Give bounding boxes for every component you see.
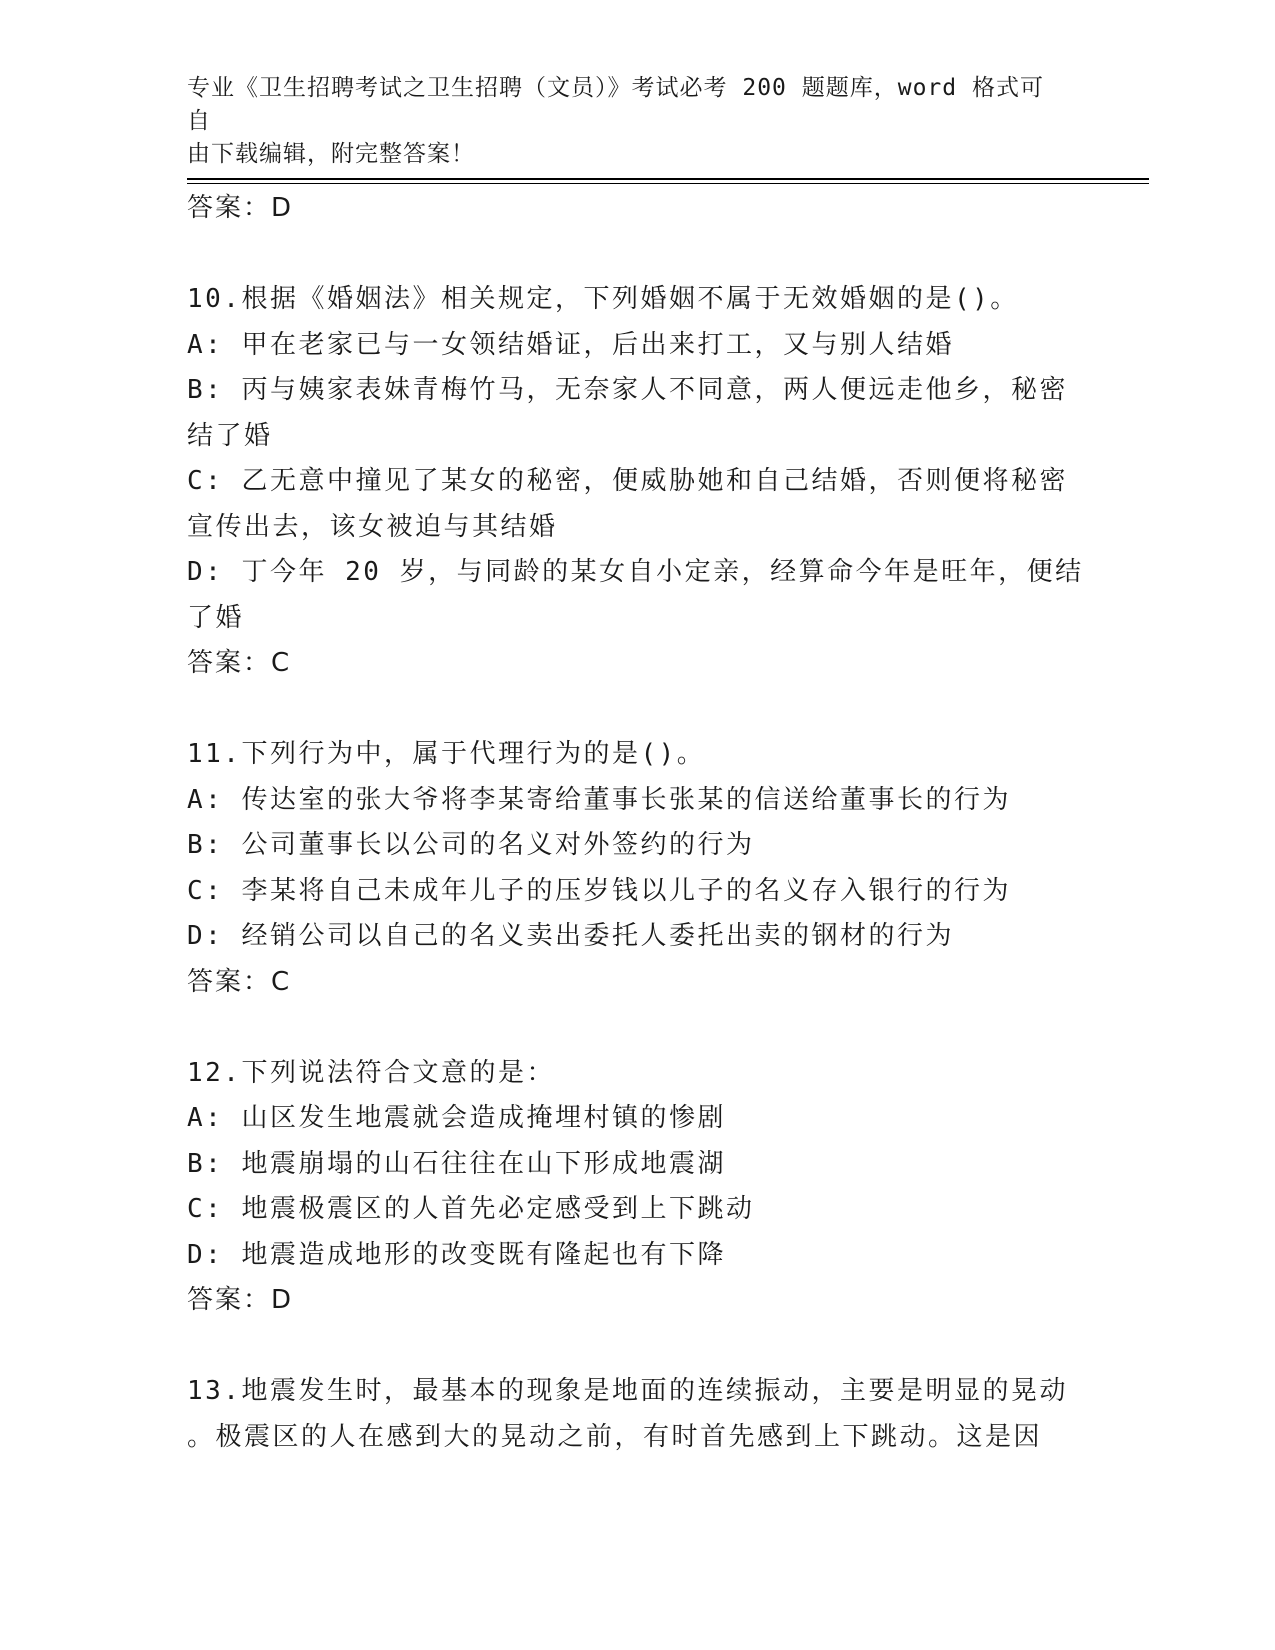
spacer [187,232,1087,278]
header-line-2: 由下载编辑，附完整答案！ [187,141,475,167]
answer: 答案：D [187,1285,294,1315]
option-d-continued: 了婚 [187,602,245,633]
question-text: 13.地震发生时，最基本的现象是地面的连续振动，主要是明显的晃动 [187,1376,1068,1406]
option-b-continued: 结了婚 [187,420,273,451]
question-13 [187,1369,1087,1460]
page-header [187,72,1067,171]
header-rule-thin [187,183,1149,184]
spacer [187,687,1087,733]
question-text: 12.下列说法符合文意的是： [187,1057,555,1088]
header-rule-thick [187,178,1149,180]
answer: 答案：C [187,648,292,678]
question-10 [187,277,1087,687]
document-body [187,186,1087,1460]
option-a: A: 山区发生地震就会造成掩埋村镇的惨剧 [187,1103,726,1133]
question-text: 11.下列行为中，属于代理行为的是()。 [187,739,706,769]
option-c: C: 乙无意中撞见了某女的秘密，便威胁她和自己结婚，否则便将秘密 [187,466,1068,496]
option-b: B: 丙与姨家表妹青梅竹马，无奈家人不同意，两人便远走他乡，秘密 [187,375,1068,405]
option-d: D: 地震造成地形的改变既有隆起也有下降 [187,1239,726,1270]
answer: 答案：C [187,966,292,997]
option-d: D: 丁今年 20 岁，与同龄的某女自小定亲，经算命今年是旺年，便结 [187,557,1084,587]
answer-previous: 答案：D [187,193,294,223]
option-a: A: 甲在老家已与一女领结婚证，后出来打工，又与别人结婚 [187,329,954,360]
question-text: 10.根据《婚姻法》相关规定，下列婚姻不属于无效婚姻的是()。 [187,284,1019,314]
question-12 [187,1051,1087,1324]
option-b: B: 公司董事长以公司的名义对外签约的行为 [187,830,755,860]
question-text-continued: 。极震区的人在感到大的晃动之前，有时首先感到上下跳动。这是因 [187,1421,1043,1452]
spacer [187,1005,1087,1051]
option-d: D: 经销公司以自己的名义卖出委托人委托出卖的钢材的行为 [187,921,954,951]
option-b: B: 地震崩塌的山石往往在山下形成地震湖 [187,1148,726,1179]
option-c: C: 李某将自己未成年儿子的压岁钱以儿子的名义存入银行的行为 [187,875,1011,906]
option-c: C: 地震极震区的人首先必定感受到上下跳动 [187,1194,755,1224]
option-c-continued: 宣传出去，该女被迫与其结婚 [187,511,558,542]
header-line-1: 专业《卫生招聘考试之卫生招聘（文员）》考试必考 200 题题库，word 格式可自 [187,75,1044,134]
option-a: A: 传达室的张大爷将李某寄给董事长张某的信送给董事长的行为 [187,784,1011,815]
question-11 [187,732,1087,1005]
spacer [187,1324,1087,1370]
